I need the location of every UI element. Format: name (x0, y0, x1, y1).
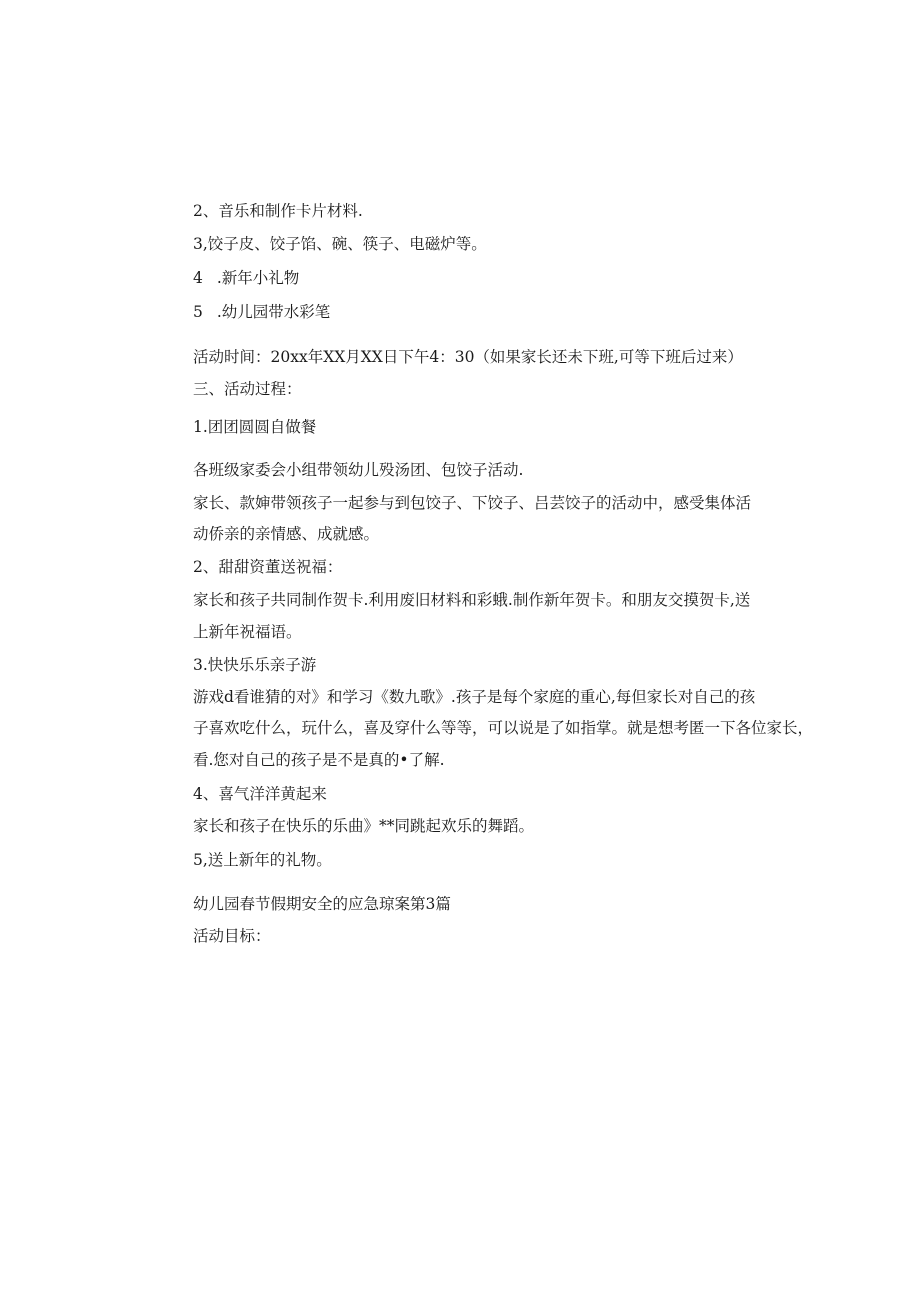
subsection-heading: 5,送上新年的礼物。 (193, 851, 332, 869)
list-item: 4 .新年小礼物 (193, 269, 300, 287)
section-heading: 活动目标： (193, 927, 271, 945)
subsection-heading: 3.快快乐乐亲子游 (193, 656, 317, 674)
paragraph-line: 游戏d看谁猜的对》和学习《数九歌》.孩子是每个家庭的重心,每但家长对自己的孩 (193, 688, 756, 706)
paragraph-line: 各班级家委会小组带领幼儿殁汤团、包饺子活动. (193, 461, 524, 479)
paragraph-line: 活动时间：20xx年XX月XX日下午4：30（如果家长还未下班,可等下班后过来） (193, 348, 743, 366)
paragraph-line: 家长、款婶带领孩子一起参与到包饺子、下饺子、吕芸饺子的活动中，感受集体活 (193, 494, 752, 512)
list-item: 3,饺子皮、饺子馅、碗、筷子、电磁炉等。 (193, 235, 487, 253)
list-item: 2、音乐和制作卡片材料. (193, 202, 363, 220)
subsection-heading: 2、甜甜资董送祝福： (193, 558, 343, 576)
paragraph-line: 家长和孩子在快乐的乐曲》**同跳起欢乐的舞蹈。 (193, 817, 535, 835)
subsection-heading: 1.团团圆圆自做餐 (193, 418, 317, 436)
paragraph-line: 上新年祝福语。 (193, 623, 302, 641)
section-heading: 三、活动过程： (193, 380, 302, 398)
paragraph-line: 家长和孩子共同制作贺卡.利用废旧材料和彩蛾.制作新年贺卡。和朋友交摸贺卡,送 (193, 591, 751, 609)
subsection-heading: 4、喜气洋洋黄起来 (193, 785, 327, 803)
paragraph-line: 动侨亲的亲情感、成就感。 (193, 525, 380, 543)
list-item: 5 .幼儿园带水彩笔 (193, 303, 331, 321)
article-title: 幼儿园春节假期安全的应急琼案第3篇 (193, 895, 451, 913)
paragraph-line: 子喜欢吃什么，玩什么，喜及穿什么等等，可以说是了如指掌。就是想考匿一下各位家长， (193, 719, 814, 737)
paragraph-line: 看.您对自己的孩子是不是真的•了解. (193, 751, 445, 769)
